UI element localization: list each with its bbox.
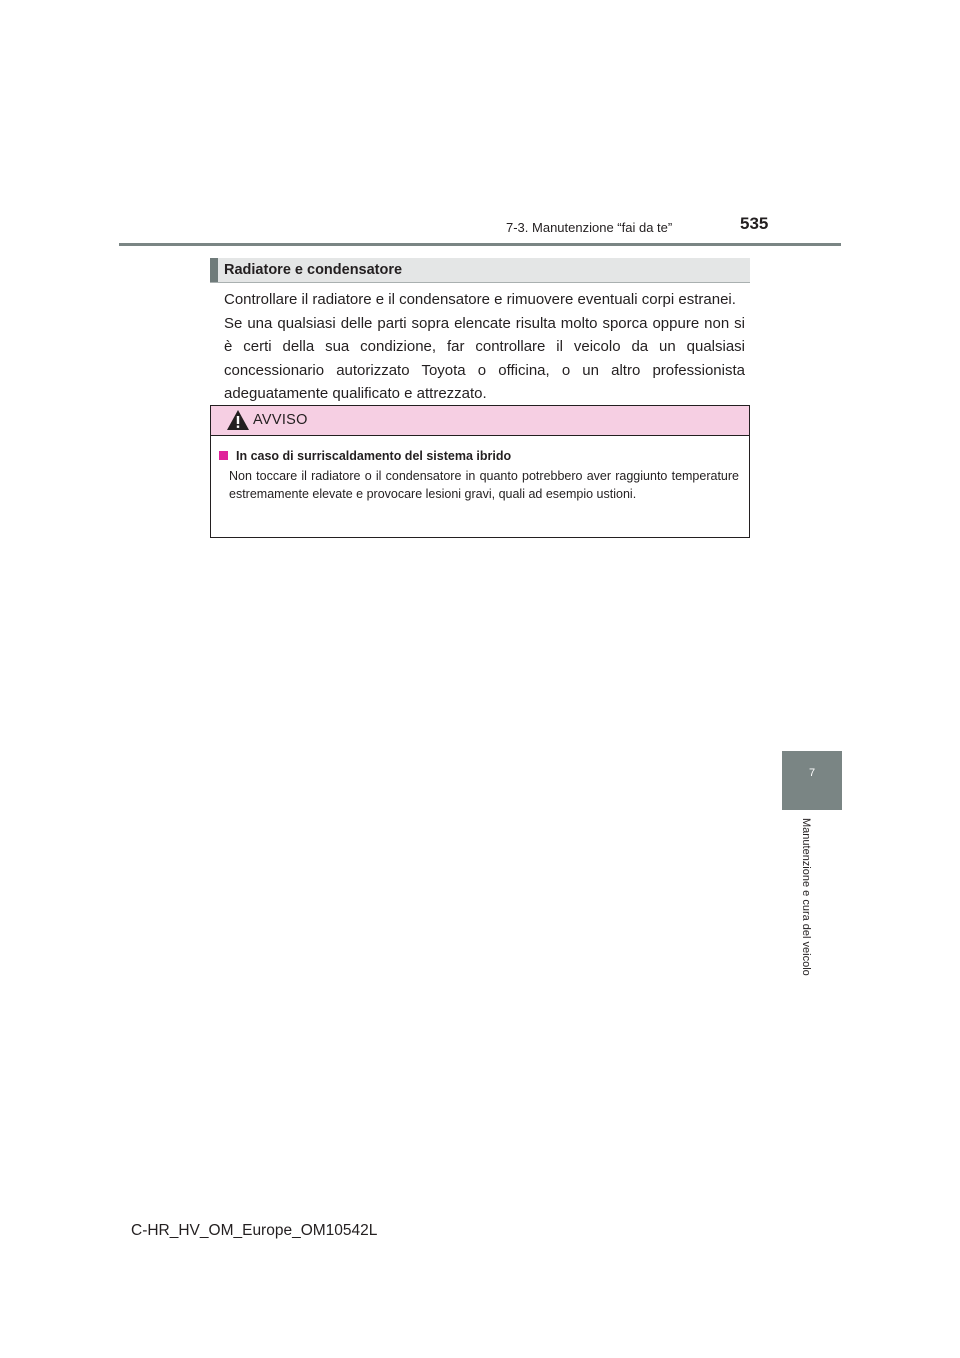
section-title: Radiatore e condensatore (224, 262, 403, 278)
warning-box (210, 405, 750, 538)
chapter-label: Manutenzione e cura del veicolo (800, 818, 812, 976)
chapter-tab-number: 7 (808, 767, 816, 779)
header-divider (119, 243, 841, 246)
warning-item-text: Non toccare il radiatore o il condensatore in quanto potrebbero aver raggiunto temperature estremamente elevate e provocare lesioni gravi, quali ad esempio ustioni. (229, 469, 739, 501)
chapter-tab (782, 751, 842, 810)
body-text (224, 288, 745, 406)
section-heading-accent (210, 258, 218, 282)
warning-triangle-icon (226, 409, 250, 431)
warning-item-heading (219, 449, 511, 463)
header-section-title: 7-3. Manutenzione “fai da te” (506, 220, 673, 235)
body-paragraph-1: Controllare il radiatore e il condensatore e rimuovere eventuali corpi estranei. (224, 291, 736, 308)
warning-item-title: In caso di surriscaldamento del sistema ibrido (236, 449, 512, 463)
bullet-square-icon (219, 451, 228, 460)
section-heading-bar (210, 258, 750, 283)
page-number: 535 (740, 214, 769, 233)
body-paragraph-2: Se una qualsiasi delle parti sopra elencate risulta molto sporca oppure non si è certi della sua condizione, far controllare il veicolo da un qualsiasi concessionario autorizzato Toyota o officina, o un altro professionista adeguatamente qualificato e attrezzato. (224, 314, 745, 402)
footer-document-code: C-HR_HV_OM_Europe_OM10542L (131, 1222, 378, 1239)
warning-header (211, 406, 749, 436)
warning-title: AVVISO (253, 412, 308, 428)
